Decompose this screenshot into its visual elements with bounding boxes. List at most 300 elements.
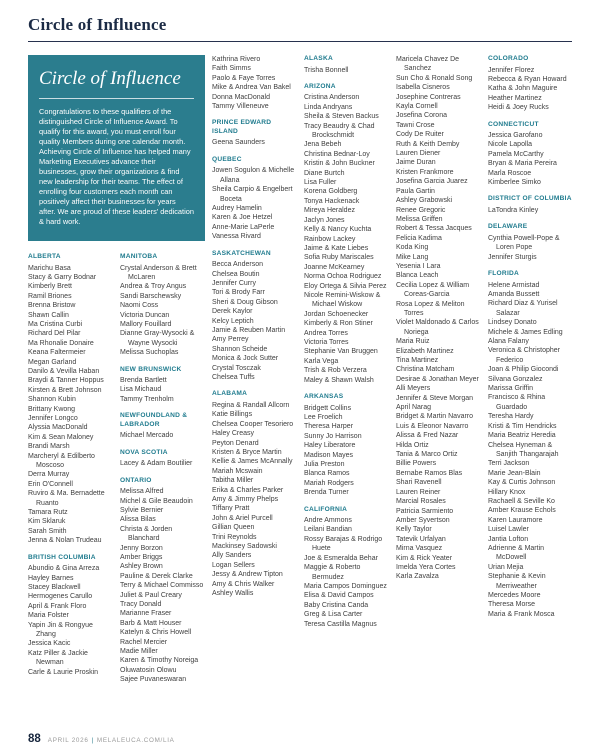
member-name: Haley Creasy (212, 430, 255, 438)
member-name: Kirsten & Brett Johnson (28, 386, 102, 394)
member-name: Logan Sellers (212, 561, 255, 569)
member-name: April & Frank Floro (28, 602, 87, 610)
region-header: COLORADO (488, 55, 529, 62)
member-name: Jamie & Reuben Martin (212, 326, 286, 334)
member-name: Melissa Suchoplas (120, 349, 179, 357)
page-header (0, 0, 600, 42)
member-name: Sheila & Steven Backus (304, 113, 379, 121)
member-name: Marianne Fraser (120, 610, 172, 618)
member-name: Theresa Harper (304, 423, 354, 431)
member-name: Abundio & Gina Arreza (28, 565, 100, 573)
member-name: Melissa Griffen (396, 215, 443, 223)
member-name: Alissa & Fred Nazar (396, 432, 459, 440)
member-name: Mallory Fouillard (120, 320, 172, 328)
member-name: Rainbow Lackey (304, 235, 356, 243)
member-name: Ashley Wallis (212, 590, 254, 597)
member-name: Sajee Puvaneswaran (120, 676, 187, 684)
member-name: Andrea Torres (304, 329, 348, 337)
member-name: Ma Cristina Curbi (28, 320, 83, 328)
region-header: NEWFOUNDLAND & LABRADOR (120, 412, 188, 428)
header-rule (28, 41, 572, 42)
member-name: Kelcy Leptich (212, 317, 254, 325)
column-pair (28, 253, 205, 685)
member-name: Jessy & Andrew Tipton (212, 571, 283, 579)
member-name: Joe & Esmeralda Behar (304, 554, 378, 562)
member-name: Kellie & James McAnnally (212, 458, 293, 466)
member-name: Maria & Frank Mosca (488, 610, 555, 618)
member-name: Kim & Rick Yeater (396, 554, 453, 562)
member-name: Derek Kaylor (212, 308, 253, 316)
member-name: Lauren Diener (396, 150, 441, 158)
member-name: Bridgett Collins (304, 404, 352, 412)
member-name: Maria Folster (28, 612, 69, 620)
member-name: Alyssia MacDonald (28, 424, 88, 432)
member-name: Kim & Sean Maloney (28, 433, 94, 441)
member-name: Michele & James Edling (488, 328, 563, 336)
member-name: Silvana Gonzalez (488, 375, 543, 383)
member-name: Shannon Scheide (212, 345, 268, 353)
member-name: Greg & Lisa Carter (304, 611, 363, 619)
member-name: Marichu Basa (28, 264, 71, 272)
name-column-6 (488, 55, 573, 731)
region-header: QUEBEC (212, 155, 242, 163)
member-name: Lauren Reiner (396, 488, 441, 496)
member-name: Katelyn & Chris Howell (120, 629, 192, 637)
member-name: Stephanie Van Bruggen (304, 348, 378, 356)
member-name: Ruth & Keith Demby (396, 140, 460, 148)
member-name: Stephanie & Kevin Merriweather (488, 573, 546, 590)
member-name: Bridget & Martin Navarro (396, 413, 474, 421)
member-name: Chelsea Hyneman & Sanjith Thangarajah (488, 441, 559, 458)
member-name: Rosa Lopez & Meliton Torres (396, 300, 465, 317)
member-name: Jena Bebeh (304, 141, 342, 149)
member-name: Kathrina Rivero (212, 56, 261, 63)
member-name: Marcheryl & Edilberto Moscoso (28, 452, 95, 470)
region-header: PRINCE EDWARD ISLAND (212, 119, 272, 135)
member-name: Marla Roscoe (488, 169, 532, 177)
member-name: Kayla Cornell (396, 103, 438, 111)
member-name: Amanda Bussett (488, 291, 540, 298)
member-name: Hermogenes Carullo (28, 593, 93, 601)
member-name: Michel & Gile Beaudoin (120, 497, 193, 505)
member-name: Becca Anderson (212, 261, 263, 269)
region-header: NEW BRUNSWICK (120, 365, 182, 373)
member-name: Karen & Timothy Noreiga (120, 657, 199, 665)
member-name: Jordan Schoenecker (304, 310, 369, 318)
member-name: Kristin & John Buckner (304, 160, 375, 168)
region-header: ALASKA (304, 55, 333, 62)
name-column-1 (28, 253, 113, 685)
member-name: Kim Sklaruk (28, 518, 66, 526)
member-name: Maggie & Roberto Bermudez (304, 564, 361, 581)
member-name: Isabella Cisneros (396, 84, 450, 92)
member-name: Mackinsey Sadowski (212, 542, 277, 550)
member-name: Ramil Briones (28, 292, 72, 300)
member-name: Hillary Knox (488, 488, 526, 496)
member-name: Maricela Chavez De Sanchez (396, 56, 460, 73)
intro-box (28, 55, 205, 241)
region-header: CALIFORNIA (304, 505, 348, 513)
member-name: Kristen & Bryce Martin (212, 448, 282, 456)
member-name: Jaclyn Jones (304, 216, 345, 224)
member-name: Danilo & Vevilla Haban (28, 367, 100, 375)
member-name: Shari Ravenell (396, 479, 442, 487)
member-name: Christa & Jorden Blanchard (120, 525, 173, 543)
member-name: Jennifer Sturgis (488, 253, 537, 261)
region-header: DELAWARE (488, 223, 528, 231)
member-name: Desirae & Jonathan Meyer (396, 375, 479, 383)
member-name: Tracy Beaudry & Chad Brockschmidt (304, 122, 375, 140)
member-name: Keana Faltermeier (28, 349, 86, 357)
member-name: Rachaell & Seville Ko (488, 497, 555, 505)
member-name: Mariah Rodgers (304, 479, 354, 487)
member-name: Tiffany Pratt (212, 505, 250, 513)
member-name: Naomi Coss (120, 302, 159, 310)
member-name: Josefina Corona (396, 112, 447, 120)
member-name: Leilani Bandian (304, 526, 352, 534)
member-name: Luis & Eleonor Navarro (396, 422, 469, 430)
member-name: Derra Murray (28, 471, 70, 479)
member-name: Diane Burtch (304, 169, 345, 177)
member-name: Heidi & Joey Rucks (488, 104, 549, 112)
member-name: Paula Gartin (396, 187, 435, 195)
member-name: Patricia Sarmiento (396, 507, 454, 515)
member-name: Maria Beatriz Heredia (488, 432, 556, 440)
member-name: Cynthia Powell-Pope & Loren Pope (488, 234, 560, 252)
member-name: Juliet & Paul Creary (120, 591, 182, 599)
member-name: Amber Briggs (120, 553, 163, 561)
member-name: Tracy Donald (120, 600, 162, 608)
member-name: Kristi & Tim Hendricks (488, 422, 557, 430)
member-name: Sandi Barschewsky (120, 292, 182, 300)
member-name: Richard Diaz & Yurisel Salazar (488, 300, 558, 317)
member-name: Maria Ruiz (396, 338, 430, 346)
member-name: Brandi Marsh (28, 443, 70, 451)
member-name: Tammy Trenholm (120, 395, 174, 403)
member-name: Cristina Anderson (304, 94, 360, 102)
member-name: Sheila Carpio & Engelbert Boceta (212, 186, 293, 203)
member-name: Faith Simms (212, 65, 251, 73)
member-name: Madie Miller (120, 648, 158, 655)
member-name: Tatevik Urfalyan (396, 535, 446, 543)
name-column-3 (212, 55, 297, 731)
member-name: Paolo & Faye Torres (212, 74, 276, 82)
member-name: Tammy Villeneuve (212, 103, 269, 111)
member-name: Melissa Alfred (120, 488, 164, 496)
member-name: Sheri & Doug Gibson (212, 298, 278, 306)
member-name: Jennifer Longco (28, 415, 78, 422)
member-name: Norma Ochoa Rodriguez (304, 273, 382, 281)
member-name: Peyton Denard (212, 439, 259, 447)
member-name: Terry & Michael Commisso (120, 582, 204, 590)
member-name: Jowen Sogulon & Michelle Allana (212, 167, 295, 184)
member-name: Tawni Crose (396, 121, 435, 129)
member-name: Yapin Jin & Rongyue Zhang (28, 621, 93, 639)
member-name: Robert & Tessa Jacques (396, 225, 472, 233)
member-name: Ally Sanders (212, 552, 252, 560)
member-name: Brenda Turner (304, 489, 349, 497)
name-column-2 (120, 253, 205, 685)
member-name: Mercedes Moore (488, 592, 541, 599)
member-name: Katie Billings (212, 411, 253, 419)
member-name: Lindsey Donato (488, 319, 537, 327)
member-name: Monica & Jock Sutter (212, 355, 279, 363)
member-name: Sun Cho & Ronald Song (396, 74, 473, 82)
member-name: Audrey Hamelin (212, 204, 262, 212)
member-name: April Narag (396, 404, 432, 412)
region-header: ARIZONA (304, 82, 336, 90)
member-name: Teresa Castilla Magnus (304, 620, 377, 628)
footer-separator: | (91, 737, 94, 744)
member-name: Amber Syvertson (396, 516, 450, 524)
member-name: Jantia Lofton (488, 535, 529, 543)
member-name: Lee Froelich (304, 413, 343, 421)
member-name: Yesenia I Lara (396, 262, 441, 270)
member-name: LaTondra Kinley (488, 206, 539, 214)
member-name: Ruviro & Ma. Bernadette Ruanto (28, 490, 105, 507)
region-header: NOVA SCOTIA (120, 448, 168, 456)
member-name: Karla Vega (304, 357, 339, 365)
member-name: Felicia Kadima (396, 234, 442, 242)
member-name: Oluwatosin Olowu (120, 666, 177, 674)
member-name: Joanne McKearney (304, 263, 365, 271)
member-name: Alli Meyers (396, 385, 431, 393)
member-name: Marie Jean-Blain (488, 469, 541, 477)
member-name: Marissa Griffin (488, 385, 533, 393)
member-name: Stacy & Garry Bodnar (28, 273, 97, 281)
member-name: Kelly & Nancy Kuchta (304, 226, 372, 234)
member-name: Jaime & Kate Liebes (304, 244, 369, 252)
member-name: Mike Lang (396, 253, 429, 261)
member-name: Lacey & Adam Boutilier (120, 460, 193, 468)
member-name: Kimberlee Simko (488, 179, 541, 187)
member-name: Richard Del Pilar (28, 330, 81, 338)
member-name: Teresha Hardy (488, 413, 534, 421)
member-name: Tori & Brody Farr (212, 289, 265, 297)
member-name: Stacey Blackwell (28, 584, 81, 591)
member-name: Shannon Kubin (28, 396, 76, 404)
member-name: John & Ariel Purcell (212, 514, 273, 522)
member-name: Andre Ammons (304, 517, 352, 525)
member-name: Karla Zavalza (396, 573, 439, 581)
member-name: Violet Maldonado & Carlos Noriega (396, 319, 479, 336)
page-title: Circle of Influence (28, 15, 167, 34)
member-name: Lisa Michaud (120, 386, 162, 394)
region-header: CONNECTICUT (488, 120, 539, 128)
member-name: Braydi & Tanner Hoppus (28, 377, 104, 385)
member-name: Blanca Leach (396, 272, 439, 280)
member-name: Karen & Joe Hetzel (212, 214, 273, 222)
region-header: FLORIDA (488, 270, 520, 278)
member-name: Geena Saunders (212, 139, 265, 147)
member-name: Pauline & Derek Clarke (120, 572, 193, 580)
member-name: Karen Lauramore (488, 516, 543, 524)
member-name: Christina Bednar-Loy (304, 150, 370, 158)
member-name: Nicole Remini-Wiskow & Michael Wiskow (304, 291, 381, 309)
member-name: Rebecca & Ryan Howard (488, 75, 567, 83)
member-name: Sarah Smith (28, 527, 67, 535)
member-name: Nicole Lapolla (488, 141, 532, 149)
member-name: Trini Reynolds (212, 533, 257, 541)
footer-meta (48, 737, 175, 744)
member-name: Vanessa Rivard (212, 233, 261, 241)
intro-title: Circle of Influence (39, 68, 194, 99)
member-name: Jennifer & Steve Morgan (396, 394, 474, 402)
member-name: Erika & Charles Parker (212, 486, 284, 494)
region-header: ARKANSAS (304, 393, 344, 400)
member-name: Dianne Gray-Wysocki & Wayne Wysocki (120, 330, 195, 347)
member-name: Amber Krause Echols (488, 507, 556, 515)
member-name: Barb & Matt Houser (120, 619, 182, 627)
member-name: Baby Cristina Canda (304, 601, 369, 609)
member-name: Brenda Bartlett (120, 377, 167, 385)
member-name: Rossy Barajas & Rodrigo Huete (304, 535, 383, 553)
member-name: Tonya Hackenack (304, 197, 360, 205)
member-name: Elizabeth Martinez (396, 347, 454, 355)
member-name: Donna MacDonald (212, 93, 270, 101)
intro-body: Congratulations to these qualifiers of the distinguished Circle of Influence Award. To qualify for this award, you must enroll four quality Members during one calendar month. Achieving Circle of Influence has helped many Marketing Executives advance their businesses, grow their organizations & find new leadership for their teams. The effect of enrolling four customers each month can positively affect their businesses for years after. We are proud of these leaders' dedication & hard work. (39, 107, 194, 226)
member-name: Josephine Contreras (396, 93, 461, 101)
member-name: Mike & Andrea Van Bakel (212, 84, 291, 92)
member-name: Chelsea Cooper Tesoriero (212, 420, 294, 428)
page-number: 88 (28, 733, 41, 745)
member-name: Maley & Shawn Walsh (304, 376, 374, 384)
member-name: Luisel Lawler (488, 526, 529, 534)
member-name: Cody De Ruiter (396, 131, 444, 139)
member-name: Koda King (396, 244, 429, 252)
member-name: Rachel Mercier (120, 638, 168, 646)
member-name: Eloy Ortega & Silvia Perez (304, 282, 387, 290)
member-name: Erin O'Connell (28, 480, 73, 488)
member-name: Amy Perrey (212, 336, 249, 344)
member-name: Sunny Jo Harrison (304, 432, 362, 440)
member-name: Katha & John Maguire (488, 85, 558, 93)
member-name: Veronica & Christopher Federico (488, 347, 560, 364)
footer-issue: APRIL 2026 (47, 737, 89, 744)
member-name: Trisha Bonnell (304, 66, 349, 74)
member-name: Maria Campos Dominguez (304, 582, 387, 590)
member-name: Urian Mejia (488, 563, 524, 571)
member-name: Sylvie Bernier (120, 506, 164, 514)
member-name: Crystal Tosczak (212, 364, 261, 372)
member-name: Anne-Marie LaPerle (212, 223, 275, 231)
member-name: Kimberly & Ron Stiner (304, 320, 373, 328)
member-name: Imelda Yera Cortes (396, 563, 456, 571)
name-column-5 (396, 55, 481, 731)
member-name: Chelsea Tuffs (212, 373, 255, 381)
member-name: Sofia Ruby Mariscales (304, 254, 374, 262)
member-name: Heather Martinez (488, 94, 542, 102)
member-name: Jennifer Curry (212, 279, 256, 287)
member-name: Terri Jackson (488, 460, 530, 468)
member-name: Kay & Curtis Johnson (488, 479, 556, 487)
member-name: Blanca Ramos (304, 470, 350, 478)
member-name: Katz Piller & Jackie Newman (28, 649, 88, 667)
member-name: Billie Powers (396, 460, 437, 468)
member-name: Jessica Garofano (488, 132, 543, 140)
region-header: ONTARIO (120, 476, 152, 484)
member-name: Brenna Bristow (28, 302, 76, 310)
member-name: Shawn Callin (28, 311, 69, 319)
member-name: Helene Armistad (488, 281, 540, 289)
member-name: Joan & Philip Giocondi (488, 366, 559, 374)
member-name: Tabitha Miller (212, 477, 254, 485)
member-name: Chelsea Boutin (212, 270, 260, 278)
region-header: ALBERTA (28, 253, 61, 260)
member-name: Victoria Duncan (120, 311, 170, 319)
member-name: Haley Liberatore (304, 442, 356, 450)
region-header: SASKATCHEWAN (212, 249, 271, 257)
member-name: Madison Mayes (304, 451, 354, 459)
member-name: Jenny Borzon (120, 544, 163, 552)
member-name: Gillian Queen (212, 524, 255, 532)
member-name: Linda Andryans (304, 103, 353, 111)
member-name: Lisa Fuller (304, 179, 337, 187)
member-name: Mirna Vasquez (396, 545, 443, 553)
member-name: Jennifer Florez (488, 66, 535, 74)
left-block (28, 55, 205, 731)
member-name: Crystal Anderson & Brett McLaren (120, 264, 197, 281)
region-header: DISTRICT OF COLUMBIA (488, 195, 572, 203)
member-name: Carle & Laurie Proskin (28, 668, 99, 676)
member-name: Hilda Ortiz (396, 441, 429, 449)
member-name: Regina & Randall Allcorn (212, 401, 290, 409)
member-name: Jaime Duran (396, 159, 436, 167)
member-name: Kristen Frankmore (396, 168, 454, 176)
member-name: Michael Mercado (120, 432, 174, 440)
member-name: Elisa & David Campos (304, 592, 374, 600)
member-name: Josefina Garcia Juarez (396, 178, 468, 186)
member-name: Bernabe Ramos Blas (396, 469, 463, 477)
member-name: Tamara Rutz (28, 509, 68, 517)
member-name: Tina Martinez (396, 357, 439, 364)
member-name: Mireya Heraldez (304, 207, 355, 215)
content (0, 55, 600, 731)
member-name: Trish & Rob Verzera (304, 367, 367, 375)
page-footer (28, 733, 572, 745)
member-name: Korena Goldberg (304, 188, 358, 196)
member-name: Kelly Taylor (396, 526, 432, 534)
member-name: Amy & Chris Walker (212, 580, 275, 588)
member-name: Brittany Kwong (28, 405, 76, 413)
member-name: Theresa Morse (488, 601, 536, 609)
footer-site-link[interactable]: MELALEUCA.COM/LIA (96, 737, 175, 744)
name-column-4 (304, 55, 389, 731)
member-name: Kimberly Brett (28, 283, 72, 291)
member-name: Tania & Marco Ortiz (396, 451, 458, 459)
member-name: Cecilia Lopez & William Coreas-Garcia (396, 281, 470, 299)
member-name: Victoria Torres (304, 338, 349, 346)
member-name: Andrea & Troy Angus (120, 283, 187, 291)
member-name: Francisco & Rhina Guardado (488, 394, 546, 411)
member-name: Megan Garland (28, 358, 77, 366)
member-name: Jessica Kacic (28, 640, 71, 648)
member-name: Christina Matcham (396, 366, 455, 374)
member-name: Jenna & Nolan Trudeau (28, 537, 102, 545)
region-header: MANITOBA (120, 253, 158, 260)
member-name: Ma Rhonalie Donaire (28, 339, 94, 347)
member-name: Mariah Mcswain (212, 467, 263, 475)
member-name: Hayley Barnes (28, 574, 74, 582)
member-name: Adrienne & Martin McDowell (488, 544, 545, 562)
region-header: BRITISH COLUMBIA (28, 553, 96, 561)
region-header: ALABAMA (212, 390, 248, 398)
member-name: Julia Preston (304, 460, 345, 468)
member-name: Alissa Bilas (120, 516, 156, 524)
member-name: Ashley Brown (120, 563, 163, 571)
member-name: Bryan & Maria Pereira (488, 160, 557, 168)
member-name: Ashley Grabowski (396, 197, 453, 205)
